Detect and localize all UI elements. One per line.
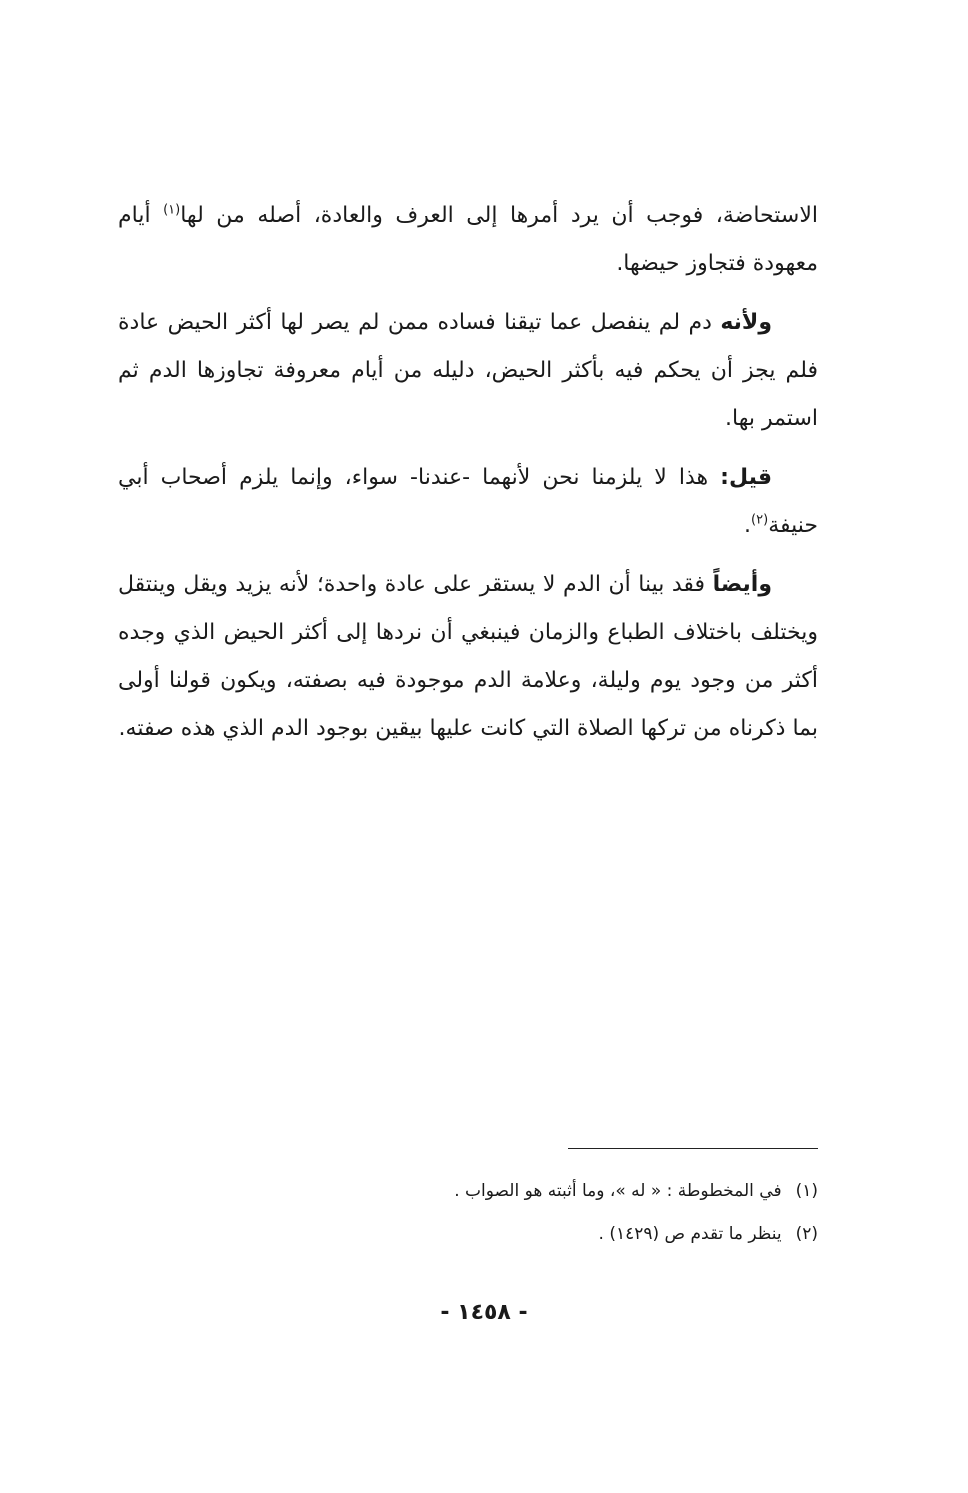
footnote-ref-2: (٢): [751, 512, 769, 528]
footnote-1: [300, 1180, 818, 1202]
paragraph-3: [118, 454, 818, 550]
footnote-divider: [568, 1148, 818, 1149]
footnote-1-number: (١): [795, 1181, 818, 1201]
footnote-ref-1: (١): [163, 202, 181, 218]
paragraph-1-text-b: أيام معهودة فتجاوز حيضها.: [118, 203, 818, 276]
paragraph-3-lead: قيل:: [720, 465, 772, 490]
paragraph-2: [118, 299, 818, 443]
footnote-2-number: (٢): [795, 1224, 818, 1244]
paragraph-3-tail: .: [744, 513, 752, 538]
paragraph-2-lead: ولأنه: [720, 310, 772, 335]
paragraph-1: [118, 192, 818, 288]
footnotes: [300, 1180, 818, 1266]
main-text: [118, 192, 818, 764]
footnote-2: [300, 1223, 818, 1245]
page-number: - ١٤٥٨ -: [440, 1300, 528, 1325]
footnote-2-text: ينظر ما تقدم ص (١٤٢٩) .: [598, 1224, 782, 1244]
footnote-1-text: في المخطوطة : « له »، وما أثبته هو الصواب .: [454, 1181, 782, 1201]
paragraph-4-lead: وأيضاً: [712, 572, 772, 597]
paragraph-4-text: فقد بينا أن الدم لا يستقر على عادة واحدة؛ لأنه يزيد ويقل وينتقل ويختلف باختلاف الطباع والزمان فينبغي أن نردها إلى أكثر الحيض الذي وجده أكثر من وجود يوم وليلة، وعلامة الدم موجودة فيه بصفته، ويكون قولنا أولى بما ذكرناه من تركها الصلاة التي كانت عليها بيقين بوجود الدم الذي هذه صفته.: [118, 572, 818, 741]
paragraph-1-text-a: الاستحاضة، فوجب أن يرد أمرها إلى العرف والعادة، أصله من لها: [180, 203, 818, 228]
paragraph-4: [118, 561, 818, 753]
paragraph-2-text: دم لم ينفصل عما تيقنا فساده ممن لم يصر لها أكثر الحيض عادة فلم يجز أن يحكم فيه بأكثر الحيض، دليله من أيام معروفة تجاوزها الدم ثم استمر بها.: [118, 310, 818, 431]
paragraph-3-text: هذا لا يلزمنا نحن لأنهما -عندنا- سواء، وإنما يلزم أصحاب أبي حنيفة: [118, 465, 818, 538]
